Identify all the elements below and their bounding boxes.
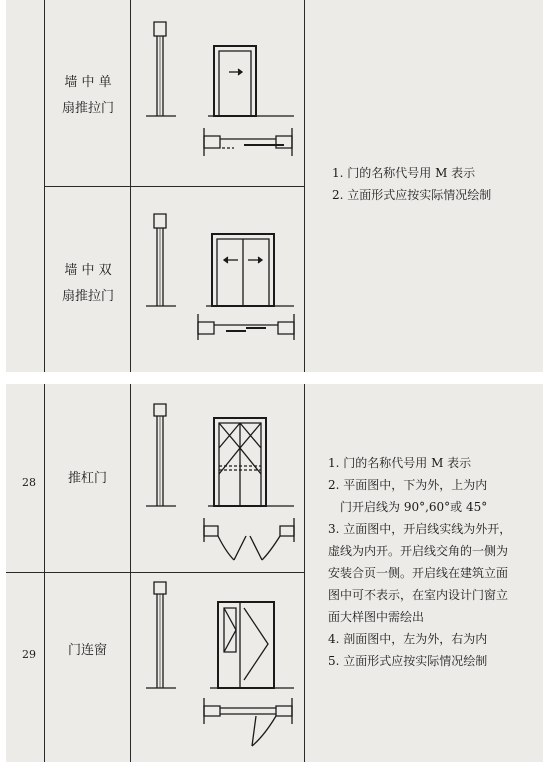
column-divider	[304, 0, 305, 372]
note-line: 2. 立面形式应按实际情况绘制	[332, 188, 492, 202]
note-line: 3. 立面图中，开启线实线为外开，	[328, 522, 512, 536]
door-name-door-with-window: 门连窗	[68, 643, 108, 658]
row-number: 28	[22, 476, 36, 489]
column-divider	[304, 384, 305, 762]
note-line: 安装合页一侧。开启线在建筑立面	[328, 566, 509, 580]
bottom-notes	[328, 452, 511, 672]
door-name-push-bar: 推杠门	[68, 471, 108, 486]
top-table	[6, 0, 543, 372]
row-divider	[44, 186, 304, 187]
row-divider	[6, 572, 304, 573]
door-with-window-drawing	[134, 580, 302, 750]
bottom-table	[6, 384, 543, 762]
row-number: 29	[22, 648, 36, 661]
note-line: 4. 剖面图中，左为外，右为内	[328, 632, 488, 646]
column-divider	[44, 384, 45, 762]
note-line: 1. 门的名称代号用 M 表示	[332, 166, 476, 180]
note-line: 门开启线为 90°,60°或 45°	[340, 500, 488, 514]
push-bar-door-drawing	[134, 402, 302, 564]
door-name-double-sliding: 墙 中 双 扇推拉门	[61, 263, 114, 304]
note-line: 面大样图中需绘出	[328, 610, 425, 624]
note-line: 1. 门的名称代号用 M 表示	[328, 456, 472, 470]
single-sliding-door-drawing	[134, 20, 302, 160]
note-line: 5. 立面形式应按实际情况绘制	[328, 654, 488, 668]
note-line: 2. 平面图中，下为外，上为内	[328, 478, 488, 492]
note-line: 图中可不表示，在室内设计门窗立	[328, 588, 509, 602]
note-line: 虚线为内开。开启线交角的一侧为	[328, 544, 509, 558]
double-sliding-door-drawing	[134, 212, 302, 342]
top-notes	[332, 162, 491, 206]
door-name-single-sliding: 墙 中 单 扇推拉门	[61, 75, 114, 116]
column-divider	[130, 384, 131, 762]
